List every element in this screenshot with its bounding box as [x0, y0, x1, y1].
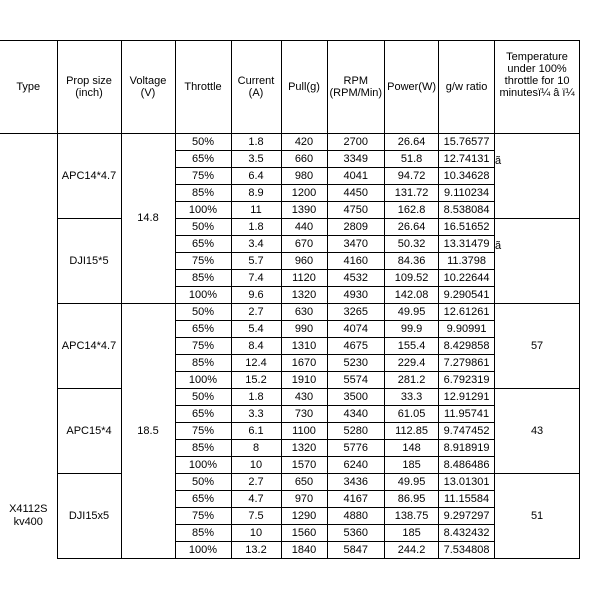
current-cell: 5.7 — [231, 253, 281, 270]
rpm-cell: 4160 — [327, 253, 385, 270]
table-row — [0, 304, 580, 321]
current-cell: 1.8 — [231, 219, 281, 236]
rpm-cell: 4675 — [327, 338, 385, 355]
power-cell: 131.72 — [385, 185, 439, 202]
pull-cell: 730 — [281, 406, 327, 423]
gw-ratio-cell: 16.51652 — [439, 219, 495, 236]
pull-cell: 990 — [281, 321, 327, 338]
rpm-cell: 4340 — [327, 406, 385, 423]
current-cell: 10 — [231, 525, 281, 542]
current-cell: 11 — [231, 202, 281, 219]
throttle-cell: 100% — [175, 287, 231, 304]
header-type: Type — [0, 41, 57, 134]
throttle-cell: 50% — [175, 134, 231, 151]
current-cell: 10 — [231, 457, 281, 474]
power-cell: 155.4 — [385, 338, 439, 355]
throttle-cell: 100% — [175, 542, 231, 559]
throttle-cell: 85% — [175, 355, 231, 372]
current-cell: 13.2 — [231, 542, 281, 559]
pull-cell: 440 — [281, 219, 327, 236]
power-cell: 244.2 — [385, 542, 439, 559]
prop-size-cell: APC14*4.7 — [57, 134, 121, 219]
power-cell: 49.95 — [385, 304, 439, 321]
current-cell: 1.8 — [231, 389, 281, 406]
gw-ratio-cell: 11.3798 — [439, 253, 495, 270]
throttle-cell: 100% — [175, 372, 231, 389]
throttle-cell: 65% — [175, 406, 231, 423]
gw-ratio-cell: 11.95741 — [439, 406, 495, 423]
current-cell: 8.9 — [231, 185, 281, 202]
pull-cell: 1200 — [281, 185, 327, 202]
throttle-cell: 65% — [175, 491, 231, 508]
pull-cell: 1560 — [281, 525, 327, 542]
power-cell: 86.95 — [385, 491, 439, 508]
current-cell: 7.4 — [231, 270, 281, 287]
throttle-cell: 65% — [175, 151, 231, 168]
rpm-cell: 5280 — [327, 423, 385, 440]
gw-ratio-cell: 12.91291 — [439, 389, 495, 406]
temperature-cell: 51 — [495, 474, 580, 559]
rpm-cell: 3265 — [327, 304, 385, 321]
pull-cell: 980 — [281, 168, 327, 185]
gw-ratio-cell: 12.61261 — [439, 304, 495, 321]
rpm-cell: 4167 — [327, 491, 385, 508]
power-cell: 138.75 — [385, 508, 439, 525]
gw-ratio-cell: 6.792319 — [439, 372, 495, 389]
gw-ratio-cell: 8.432432 — [439, 525, 495, 542]
current-cell: 7.5 — [231, 508, 281, 525]
pull-cell: 670 — [281, 236, 327, 253]
rpm-cell: 3349 — [327, 151, 385, 168]
stray-glyph: ã — [495, 155, 502, 167]
pull-cell: 1910 — [281, 372, 327, 389]
pull-cell: 1840 — [281, 542, 327, 559]
power-cell: 185 — [385, 525, 439, 542]
pull-cell: 660 — [281, 151, 327, 168]
throttle-cell: 75% — [175, 423, 231, 440]
throttle-cell: 75% — [175, 168, 231, 185]
table-row — [0, 389, 580, 406]
rpm-cell: 4041 — [327, 168, 385, 185]
prop-size-cell: DJI15*5 — [57, 219, 121, 304]
throttle-cell: 100% — [175, 202, 231, 219]
throttle-cell: 65% — [175, 236, 231, 253]
current-cell: 2.7 — [231, 474, 281, 491]
throttle-cell: 100% — [175, 457, 231, 474]
rpm-cell: 4930 — [327, 287, 385, 304]
pull-cell: 1290 — [281, 508, 327, 525]
throttle-cell: 75% — [175, 253, 231, 270]
pull-cell: 1390 — [281, 202, 327, 219]
gw-ratio-cell: 7.534808 — [439, 542, 495, 559]
power-cell: 26.64 — [385, 134, 439, 151]
gw-ratio-cell: 13.01301 — [439, 474, 495, 491]
header-row — [0, 41, 580, 134]
gw-ratio-cell: 9.110234 — [439, 185, 495, 202]
current-cell: 12.4 — [231, 355, 281, 372]
current-cell: 3.3 — [231, 406, 281, 423]
pull-cell: 960 — [281, 253, 327, 270]
header-current: Current (A) — [231, 41, 281, 134]
current-cell: 6.1 — [231, 423, 281, 440]
throttle-cell: 75% — [175, 338, 231, 355]
voltage-cell: 14.8 — [121, 134, 175, 304]
current-cell: 8 — [231, 440, 281, 457]
gw-ratio-cell: 9.90991 — [439, 321, 495, 338]
rpm-cell: 3470 — [327, 236, 385, 253]
gw-ratio-cell: 9.297297 — [439, 508, 495, 525]
pull-cell: 630 — [281, 304, 327, 321]
table-row — [0, 134, 580, 151]
table-row — [0, 474, 580, 491]
rpm-cell: 6240 — [327, 457, 385, 474]
current-cell: 5.4 — [231, 321, 281, 338]
temperature-cell: 43 — [495, 389, 580, 474]
motor-test-table — [0, 40, 580, 559]
rpm-cell: 4074 — [327, 321, 385, 338]
throttle-cell: 85% — [175, 525, 231, 542]
power-cell: 281.2 — [385, 372, 439, 389]
current-cell: 9.6 — [231, 287, 281, 304]
power-cell: 94.72 — [385, 168, 439, 185]
gw-ratio-cell: 10.22644 — [439, 270, 495, 287]
rpm-cell: 5776 — [327, 440, 385, 457]
header-pull: Pull(g) — [281, 41, 327, 134]
current-cell: 2.7 — [231, 304, 281, 321]
gw-ratio-cell: 10.34628 — [439, 168, 495, 185]
throttle-cell: 85% — [175, 440, 231, 457]
current-cell: 3.5 — [231, 151, 281, 168]
header-temperature: Temperature under 100% throttle for 10 minutesï¼ â ï¼ — [495, 41, 580, 134]
current-cell: 6.4 — [231, 168, 281, 185]
gw-ratio-cell: 13.31479 — [439, 236, 495, 253]
throttle-cell: 50% — [175, 389, 231, 406]
gw-ratio-cell: 8.486486 — [439, 457, 495, 474]
current-cell: 8.4 — [231, 338, 281, 355]
pull-cell: 1310 — [281, 338, 327, 355]
throttle-cell: 50% — [175, 219, 231, 236]
temperature-cell: 57 — [495, 304, 580, 389]
pull-cell: 650 — [281, 474, 327, 491]
power-cell: 185 — [385, 457, 439, 474]
rpm-cell: 4880 — [327, 508, 385, 525]
power-cell: 49.95 — [385, 474, 439, 491]
stray-glyph: ã — [495, 240, 502, 252]
rpm-cell: 5847 — [327, 542, 385, 559]
pull-cell: 1320 — [281, 287, 327, 304]
throttle-cell: 50% — [175, 474, 231, 491]
header-power: Power(W) — [385, 41, 439, 134]
table-body — [0, 134, 580, 559]
rpm-cell: 3436 — [327, 474, 385, 491]
gw-ratio-cell: 12.74131 — [439, 151, 495, 168]
power-cell: 229.4 — [385, 355, 439, 372]
gw-ratio-cell: 8.429858 — [439, 338, 495, 355]
current-cell: 3.4 — [231, 236, 281, 253]
power-cell: 84.36 — [385, 253, 439, 270]
throttle-cell: 65% — [175, 321, 231, 338]
gw-ratio-cell: 15.76577 — [439, 134, 495, 151]
rpm-cell: 2700 — [327, 134, 385, 151]
power-cell: 112.85 — [385, 423, 439, 440]
pull-cell: 430 — [281, 389, 327, 406]
throttle-cell: 75% — [175, 508, 231, 525]
gw-ratio-cell: 9.747452 — [439, 423, 495, 440]
prop-size-cell: APC14*4.7 — [57, 304, 121, 389]
pull-cell: 970 — [281, 491, 327, 508]
table-row — [0, 219, 580, 236]
power-cell: 99.9 — [385, 321, 439, 338]
header-throttle: Throttle — [175, 41, 231, 134]
power-cell: 33.3 — [385, 389, 439, 406]
pull-cell: 1100 — [281, 423, 327, 440]
rpm-cell: 3500 — [327, 389, 385, 406]
current-cell: 1.8 — [231, 134, 281, 151]
rpm-cell: 5230 — [327, 355, 385, 372]
rpm-cell: 2809 — [327, 219, 385, 236]
gw-ratio-cell: 11.15584 — [439, 491, 495, 508]
header-rpm: RPM (RPM/Min) — [327, 41, 385, 134]
pull-cell: 1320 — [281, 440, 327, 457]
power-cell: 148 — [385, 440, 439, 457]
prop-size-cell: DJI15x5 — [57, 474, 121, 559]
rpm-cell: 5574 — [327, 372, 385, 389]
gw-ratio-cell: 8.918919 — [439, 440, 495, 457]
temperature-cell — [495, 219, 580, 304]
gw-ratio-cell: 8.538084 — [439, 202, 495, 219]
pull-cell: 1120 — [281, 270, 327, 287]
pull-cell: 420 — [281, 134, 327, 151]
current-cell: 4.7 — [231, 491, 281, 508]
voltage-cell: 18.5 — [121, 304, 175, 559]
throttle-cell: 50% — [175, 304, 231, 321]
header-voltage: Voltage (V) — [121, 41, 175, 134]
motor-type-cell: X4112S kv400 — [0, 134, 57, 559]
temperature-cell — [495, 134, 580, 219]
current-cell: 15.2 — [231, 372, 281, 389]
power-cell: 61.05 — [385, 406, 439, 423]
power-cell: 142.08 — [385, 287, 439, 304]
prop-size-cell: APC15*4 — [57, 389, 121, 474]
power-cell: 109.52 — [385, 270, 439, 287]
header-gw-ratio: g/w ratio — [439, 41, 495, 134]
rpm-cell: 4450 — [327, 185, 385, 202]
power-cell: 51.8 — [385, 151, 439, 168]
power-cell: 26.64 — [385, 219, 439, 236]
header-prop-size: Prop size (inch) — [57, 41, 121, 134]
gw-ratio-cell: 7.279861 — [439, 355, 495, 372]
gw-ratio-cell: 9.290541 — [439, 287, 495, 304]
throttle-cell: 85% — [175, 270, 231, 287]
rpm-cell: 4750 — [327, 202, 385, 219]
pull-cell: 1670 — [281, 355, 327, 372]
rpm-cell: 5360 — [327, 525, 385, 542]
power-cell: 162.8 — [385, 202, 439, 219]
power-cell: 50.32 — [385, 236, 439, 253]
pull-cell: 1570 — [281, 457, 327, 474]
throttle-cell: 85% — [175, 185, 231, 202]
rpm-cell: 4532 — [327, 270, 385, 287]
